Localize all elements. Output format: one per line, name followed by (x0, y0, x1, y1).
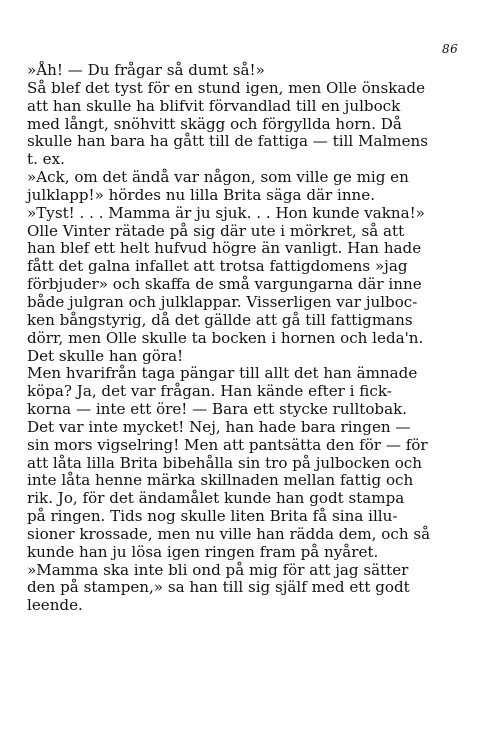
text-line: förbjuder» och skaffa de små vargungarna där inne (27, 275, 422, 294)
text-line: leende. (27, 596, 83, 615)
text-line: Men hvarifrån taga pängar till allt det han ämnade (27, 364, 418, 383)
text-line: köpa? Ja, det var frågan. Han kände efter i fick- (27, 382, 392, 401)
text-line: sioner krossade, men nu ville han rädda dem, och så (27, 524, 431, 543)
text-line: att låta lilla Brita bibehålla sin tro på julbocken och (27, 453, 422, 472)
text-line: rik. Jo, för det ändamålet kunde han godt stampa (27, 489, 405, 508)
page-number: 86 (442, 42, 459, 56)
text-line: Det skulle han göra! (27, 346, 184, 365)
text-line: med långt, snöhvitt skägg och förgyllda horn. Då (27, 114, 402, 133)
text-line: »Ack, om det ändå var någon, som ville ge mig en (27, 168, 409, 187)
text-line: dörr, men Olle skulle ta bocken i hornen och leda'n. (27, 328, 424, 347)
text-line: skulle han bara ha gått till de fattiga — till Malmens (27, 132, 428, 151)
text-line: »Tyst! . . . Mamma är ju sjuk. . . Hon kunde vakna!» (27, 203, 425, 222)
text-line: att han skulle ha blifvit förvandlad till en julbock (27, 96, 401, 115)
text-line: korna — inte ett öre! — Bara ett stycke rulltobak. (27, 400, 408, 419)
text-line: »Mamma ska inte bli ond på mig för att jag sätter (27, 560, 409, 579)
text-line: Det var inte mycket! Nej, han hade bara ringen — (27, 417, 411, 436)
text-line: den på stampen,» sa han till sig själf med ett godt (27, 578, 410, 597)
text-line: kunde han ju lösa igen ringen fram på nyåret. (27, 542, 379, 561)
text-line: ken bångstyrig, då det gällde att gå till fattigmans (27, 310, 413, 329)
text-line: Så blef det tyst för en stund igen, men Olle önskade (27, 78, 426, 97)
text-line: både julgran och julklappar. Visserligen var julboc- (27, 292, 418, 311)
text-line: inte låta henne märka skillnaden mellan fattig och (27, 471, 414, 490)
text-line: fått det galna infallet att trotsa fattigdomens »jag (27, 257, 408, 276)
text-line: Olle Vinter rätade på sig där ute i mörkret, så att (27, 221, 405, 240)
text-line: julklapp!» hördes nu lilla Brita säga där inne. (27, 185, 376, 204)
text-line: han blef ett helt hufvud högre än vanligt. Han hade (27, 239, 422, 258)
text-line: på ringen. Tids nog skulle liten Brita få sina illu- (27, 507, 398, 526)
body-text (27, 62, 462, 615)
text-line: »Åh! — Du frågar så dumt så!» (27, 61, 265, 79)
text-line: t. ex. (27, 150, 65, 169)
text-line: sin mors vigselring! Men att pantsätta den för — för (27, 435, 428, 454)
